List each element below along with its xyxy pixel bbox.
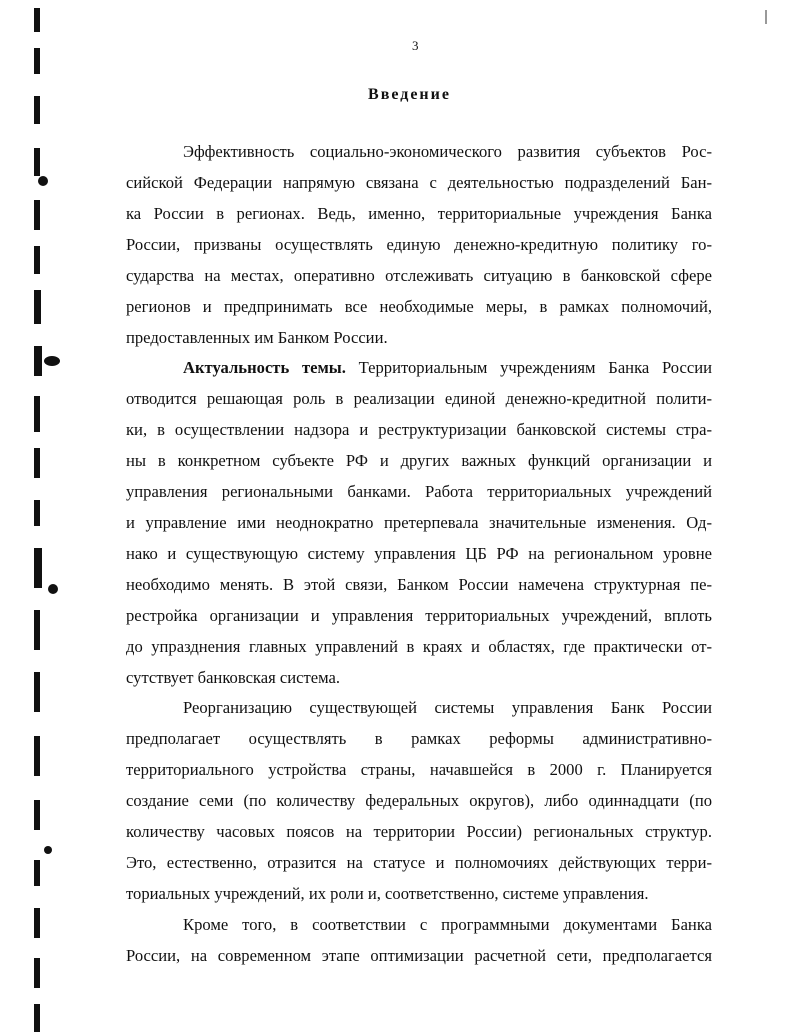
page-number: 3 xyxy=(412,38,419,53)
paragraph-line: Реорганизацию существующей системы управления Банк России xyxy=(183,698,712,717)
scan-margin-mark xyxy=(34,736,40,776)
paragraph-line: количеству часовых поясов на территории России) региональных структур. xyxy=(126,822,712,841)
paragraph-line: и управление ими неоднократно претерпевала значительные изменения. Од- xyxy=(126,513,712,532)
paragraph-line: Это, естественно, отразится на статусе и полномочиях действующих терри- xyxy=(126,853,712,872)
scan-margin-mark xyxy=(34,1004,40,1032)
scan-margin-mark xyxy=(34,610,40,650)
page-title: Введение xyxy=(368,86,451,103)
scan-margin-mark xyxy=(34,396,40,432)
paragraph-line: управления региональными банками. Работа территориальных учреждений xyxy=(126,482,712,501)
paragraph-line: отводится решающая роль в реализации единой денежно-кредитной полити- xyxy=(126,389,712,408)
scan-margin-mark xyxy=(34,290,41,324)
scan-margin-mark xyxy=(38,176,48,186)
paragraph-line: ки, в осуществлении надзора и реструктуризации банковской системы стра- xyxy=(126,420,712,439)
scan-margin-mark xyxy=(34,346,42,376)
paragraph-line: ториальных учреждений, их роли и, соответственно, системе управления. xyxy=(126,884,649,903)
scan-margin-mark xyxy=(34,48,40,74)
scan-margin-mark xyxy=(34,200,40,230)
scan-margin-mark xyxy=(34,908,40,938)
scan-margin-mark xyxy=(34,548,42,588)
scan-margin-mark xyxy=(34,246,40,274)
paragraph-line: территориального устройства страны, начавшейся в 2000 г. Планируется xyxy=(126,760,712,779)
paragraph-line: рестройка организации и управления территориальных учреждений, вплоть xyxy=(126,606,712,625)
paragraph-line: сутствует банковская система. xyxy=(126,668,341,687)
paragraph-line: необходимо менять. В этой связи, Банком России намечена структурная пе- xyxy=(126,575,712,594)
paragraph-line: Кроме того, в соответствии с программными документами Банка xyxy=(183,915,712,934)
topic-relevance-label: Актуальность темы. xyxy=(183,358,346,377)
paragraph-line: Эффективность социально-экономического развития субъектов Рос- xyxy=(183,142,712,161)
scan-margin-mark xyxy=(34,860,40,886)
paragraph-line: России, на современном этапе оптимизации расчетной сети, предполагается xyxy=(126,946,712,965)
scan-margin-mark xyxy=(34,500,40,526)
scan-margin-mark xyxy=(34,800,40,830)
scan-margin-mark xyxy=(34,958,40,988)
scan-margin-mark xyxy=(48,584,58,594)
paragraph-line: ны в конкретном субъекте РФ и других важных функций организации и xyxy=(126,451,712,470)
scan-margin-mark xyxy=(34,448,40,478)
paragraph-line: предоставленных им Банком России. xyxy=(126,328,388,347)
paragraph-line xyxy=(183,358,712,378)
paragraph-line: ка России в регионах. Ведь, именно, территориальные учреждения Банка xyxy=(126,204,712,223)
paragraph-line: до упразднения главных управлений в краях и областях, где практически от- xyxy=(126,637,712,656)
paragraph-line: регионов и предпринимать все необходимые меры, в рамках полномочий, xyxy=(126,297,712,316)
paragraph-line: сударства на местах, оперативно отслеживать ситуацию в банковской сфере xyxy=(126,266,712,285)
paragraph-line: нако и существующую систему управления ЦБ РФ на региональном уровне xyxy=(126,544,712,563)
scan-margin-mark xyxy=(34,148,40,176)
paragraph-text: Территориальным учреждениям Банка России xyxy=(345,358,712,377)
scan-margin-mark xyxy=(34,8,40,32)
scan-corner-mark xyxy=(765,10,767,24)
scan-margin-mark xyxy=(44,846,52,854)
paragraph-line: сийской Федерации напрямую связана с деятельностью подразделений Бан- xyxy=(126,173,712,192)
paragraph-line: России, призваны осуществлять единую денежно-кредитную политику го- xyxy=(126,235,712,254)
scan-margin-mark xyxy=(34,672,40,712)
paragraph-line: создание семи (по количеству федеральных округов), либо одиннадцати (по xyxy=(126,791,712,810)
paragraph-line: предполагает осуществлять в рамках реформы административно- xyxy=(126,729,712,748)
scan-margin-mark xyxy=(44,356,60,366)
